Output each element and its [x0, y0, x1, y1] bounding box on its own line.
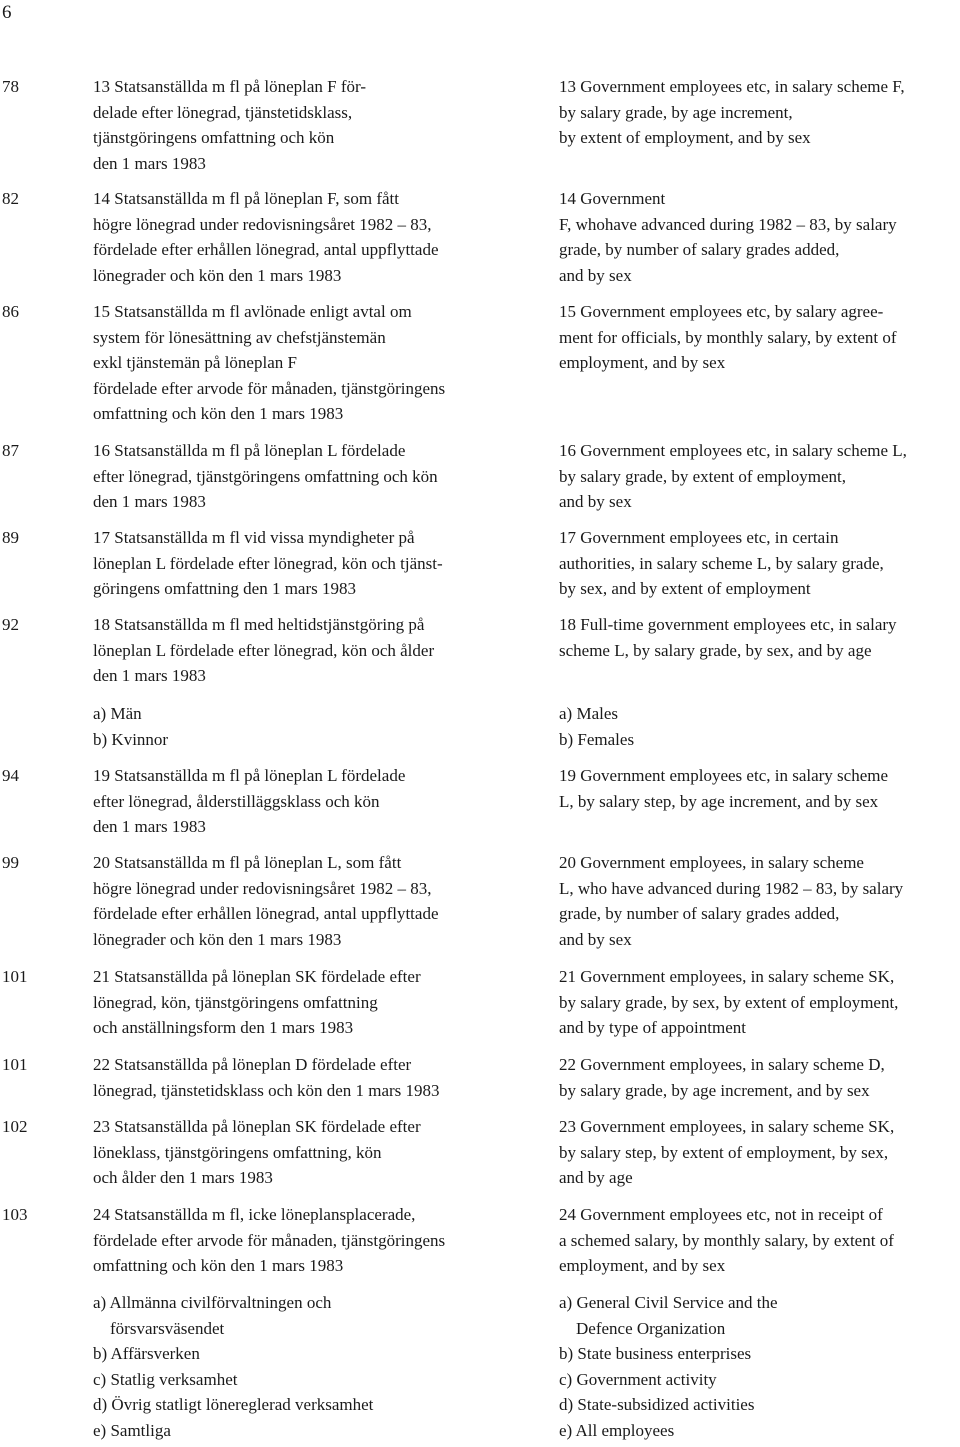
- toc-line-english: 18 Full-time government employees etc, in salary: [559, 615, 897, 634]
- toc-line-english: by salary grade, by age increment,: [559, 102, 793, 122]
- toc-title-english: [559, 1290, 959, 1444]
- toc-line-english: grade, by number of salary grades added,: [559, 904, 840, 924]
- toc-title-swedish: [93, 1290, 555, 1444]
- toc-line-english: employment, and by sex: [559, 1256, 726, 1276]
- toc-line-english: d) State-subsidized activities: [559, 1395, 755, 1415]
- toc-line-english: and by sex: [559, 265, 632, 285]
- toc-line-swedish: 18 Statsanställda m fl med heltidstjänstgöring på: [93, 615, 425, 634]
- toc-title-english: [559, 299, 959, 376]
- toc-title-swedish: [93, 74, 555, 176]
- toc-line-english: b) Females: [559, 729, 635, 749]
- toc-title-english: [559, 850, 959, 952]
- toc-page-number: 89: [2, 528, 19, 547]
- toc-line-swedish: och ålder den 1 mars 1983: [93, 1168, 273, 1188]
- toc-title-swedish: [93, 299, 555, 427]
- toc-page-number: 103: [2, 1205, 28, 1224]
- toc-page-number: 101: [2, 967, 28, 986]
- toc-line-english: by extent of employment, and by sex: [559, 128, 811, 148]
- toc-line-swedish: e) Samtliga: [93, 1420, 171, 1440]
- toc-line-english: c) Government activity: [559, 1369, 717, 1389]
- toc-line-english: by salary grade, by sex, by extent of employment,: [559, 992, 899, 1012]
- toc-title-english: [559, 74, 959, 151]
- toc-page-number: 94: [2, 766, 19, 785]
- toc-title-english: [559, 1114, 959, 1191]
- toc-page-number: 101: [2, 1055, 28, 1074]
- toc-line-english: and by type of appointment: [559, 1018, 746, 1038]
- toc-line-english: Defence Organization: [559, 1318, 726, 1338]
- toc-line-swedish: 13 Statsanställda m fl på löneplan F för-: [93, 77, 367, 96]
- toc-line-swedish: efter lönegrad, ålderstilläggsklass och kön: [93, 791, 380, 811]
- toc-line-swedish: lönegrad, tjänstetidsklass och kön den 1 mars 1983: [93, 1080, 440, 1100]
- toc-line-swedish: a) Män: [93, 704, 142, 723]
- toc-line-swedish: fördelade efter erhållen lönegrad, antal uppflyttade: [93, 904, 439, 924]
- toc-line-swedish: 24 Statsanställda m fl, icke löneplansplacerade,: [93, 1205, 416, 1224]
- toc-line-english: L, by salary step, by age increment, and by sex: [559, 791, 879, 811]
- toc-line-english: by salary step, by extent of employment, by sex,: [559, 1142, 889, 1162]
- toc-line-english: F, whohave advanced during 1982 – 83, by salary: [559, 214, 897, 234]
- toc-title-english: [559, 525, 959, 602]
- toc-title-english: [559, 1052, 959, 1103]
- toc-page-number: 78: [2, 77, 19, 96]
- toc-title-english: [559, 612, 959, 663]
- toc-line-english: L, who have advanced during 1982 – 83, by salary: [559, 878, 904, 898]
- toc-line-swedish: 14 Statsanställda m fl på löneplan F, som fått: [93, 189, 400, 208]
- toc-title-english: [559, 964, 959, 1041]
- toc-line-swedish: göringens omfattning den 1 mars 1983: [93, 579, 356, 599]
- toc-line-english: 22 Government employees, in salary scheme D,: [559, 1055, 885, 1074]
- toc-line-english: by salary grade, by age increment, and by sex: [559, 1080, 870, 1100]
- toc-line-swedish: 22 Statsanställda på löneplan D fördelade efter: [93, 1055, 412, 1074]
- toc-line-swedish: c) Statlig verksamhet: [93, 1369, 238, 1389]
- toc-title-swedish: [93, 763, 555, 840]
- toc-title-swedish: [93, 1202, 555, 1279]
- toc-line-english: employment, and by sex: [559, 353, 726, 373]
- toc-line-swedish: försvarsväsendet: [93, 1318, 225, 1338]
- toc-title-swedish: [93, 186, 555, 288]
- toc-page-number: 86: [2, 302, 19, 321]
- toc-line-swedish: omfattning och kön den 1 mars 1983: [93, 1256, 344, 1276]
- toc-title-english: [559, 763, 959, 814]
- toc-line-swedish: 23 Statsanställda på löneplan SK fördelade efter: [93, 1117, 421, 1136]
- toc-line-swedish: a) Allmänna civilförvaltningen och: [93, 1293, 332, 1312]
- toc-title-english: [559, 701, 959, 752]
- toc-line-english: ment for officials, by monthly salary, by extent of: [559, 327, 897, 347]
- toc-page-number: 102: [2, 1117, 28, 1136]
- toc-title-swedish: [93, 438, 555, 515]
- toc-line-swedish: lönegrad, kön, tjänstgöringens omfattning: [93, 992, 378, 1012]
- toc-line-swedish: fördelade efter arvode för månaden, tjänstgöringens: [93, 1230, 446, 1250]
- toc-line-english: b) State business enterprises: [559, 1344, 752, 1364]
- toc-line-english: authorities, in salary scheme L, by salary grade,: [559, 553, 884, 573]
- toc-line-swedish: 19 Statsanställda m fl på löneplan L fördelade: [93, 766, 406, 785]
- toc-line-english: 21 Government employees, in salary scheme SK,: [559, 967, 895, 986]
- toc-title-english: [559, 438, 959, 515]
- toc-page-number: 99: [2, 853, 19, 872]
- toc-line-swedish: den 1 mars 1983: [93, 153, 206, 173]
- toc-line-english: by sex, and by extent of employment: [559, 579, 811, 599]
- toc-line-english: and by age: [559, 1168, 633, 1188]
- toc-line-swedish: den 1 mars 1983: [93, 492, 206, 512]
- toc-page-number: 82: [2, 189, 19, 208]
- toc-line-swedish: högre lönegrad under redovisningsåret 1982 – 83,: [93, 878, 432, 898]
- toc-line-swedish: 17 Statsanställda m fl vid vissa myndigheter på: [93, 528, 415, 547]
- toc-line-english: a) Males: [559, 704, 619, 723]
- page-number: 6: [2, 2, 12, 23]
- toc-line-swedish: 16 Statsanställda m fl på löneplan L fördelade: [93, 441, 406, 460]
- toc-line-english: 16 Government employees etc, in salary scheme L,: [559, 441, 907, 460]
- toc-line-swedish: och anställningsform den 1 mars 1983: [93, 1018, 354, 1038]
- toc-title-swedish: [93, 701, 555, 752]
- toc-line-swedish: 21 Statsanställda på löneplan SK fördelade efter: [93, 967, 421, 986]
- toc-line-swedish: d) Övrig statligt lönereglerad verksamhet: [93, 1395, 374, 1415]
- toc-title-swedish: [93, 850, 555, 952]
- toc-line-swedish: delade efter lönegrad, tjänstetidsklass,: [93, 102, 353, 122]
- toc-title-swedish: [93, 612, 555, 689]
- toc-title-english: [559, 186, 959, 288]
- toc-line-swedish: fördelade efter arvode för månaden, tjänstgöringens: [93, 378, 446, 398]
- toc-line-english: grade, by number of salary grades added,: [559, 240, 840, 260]
- toc-line-english: and by sex: [559, 929, 632, 949]
- toc-title-swedish: [93, 964, 555, 1041]
- toc-line-swedish: 20 Statsanställda m fl på löneplan L, som fått: [93, 853, 402, 872]
- toc-line-english: e) All employees: [559, 1420, 675, 1440]
- toc-line-english: 24 Government employees etc, not in receipt of: [559, 1205, 883, 1224]
- toc-line-swedish: den 1 mars 1983: [93, 666, 206, 686]
- toc-line-swedish: system för lönesättning av chefstjänstemän: [93, 327, 386, 347]
- toc-line-swedish: högre lönegrad under redovisningsåret 1982 – 83,: [93, 214, 432, 234]
- toc-page-number: 87: [2, 441, 19, 460]
- toc-line-swedish: lönegrader och kön den 1 mars 1983: [93, 265, 342, 285]
- toc-line-english: a schemed salary, by monthly salary, by extent of: [559, 1230, 894, 1250]
- toc-line-english: 17 Government employees etc, in certain: [559, 528, 839, 547]
- toc-line-swedish: b) Kvinnor: [93, 729, 169, 749]
- toc-line-swedish: efter lönegrad, tjänstgöringens omfattning och kön: [93, 466, 438, 486]
- toc-line-english: 23 Government employees, in salary scheme SK,: [559, 1117, 895, 1136]
- toc-line-english: 20 Government employees, in salary scheme: [559, 853, 864, 872]
- toc-title-swedish: [93, 1114, 555, 1191]
- toc-line-swedish: lönegrader och kön den 1 mars 1983: [93, 929, 342, 949]
- toc-line-swedish: fördelade efter erhållen lönegrad, antal uppflyttade: [93, 240, 439, 260]
- toc-line-swedish: löneplan L fördelade efter lönegrad, kön och ålder: [93, 640, 435, 660]
- toc-title-swedish: [93, 525, 555, 602]
- toc-title-swedish: [93, 1052, 555, 1103]
- toc-line-swedish: tjänstgöringens omfattning och kön: [93, 128, 335, 148]
- toc-line-swedish: omfattning och kön den 1 mars 1983: [93, 404, 344, 424]
- toc-line-swedish: löneplan L fördelade efter lönegrad, kön och tjänst-: [93, 553, 443, 573]
- toc-line-swedish: löneklass, tjänstgöringens omfattning, kön: [93, 1142, 382, 1162]
- toc-line-english: 15 Government employees etc, by salary agree-: [559, 302, 884, 321]
- toc-line-english: 19 Government employees etc, in salary scheme: [559, 766, 889, 785]
- toc-line-swedish: exkl tjänstemän på löneplan F: [93, 353, 297, 373]
- toc-line-english: 14 Government: [559, 189, 666, 208]
- toc-line-swedish: den 1 mars 1983: [93, 817, 206, 837]
- toc-line-swedish: b) Affärsverken: [93, 1344, 200, 1364]
- toc-line-swedish: 15 Statsanställda m fl avlönade enligt avtal om: [93, 302, 412, 321]
- toc-line-english: by salary grade, by extent of employment,: [559, 466, 847, 486]
- toc-line-english: 13 Government employees etc, in salary scheme F,: [559, 77, 905, 96]
- toc-line-english: scheme L, by salary grade, by sex, and by age: [559, 640, 872, 660]
- toc-line-english: and by sex: [559, 492, 632, 512]
- toc-page-number: 92: [2, 615, 19, 634]
- toc-line-english: a) General Civil Service and the: [559, 1293, 778, 1312]
- toc-title-english: [559, 1202, 959, 1279]
